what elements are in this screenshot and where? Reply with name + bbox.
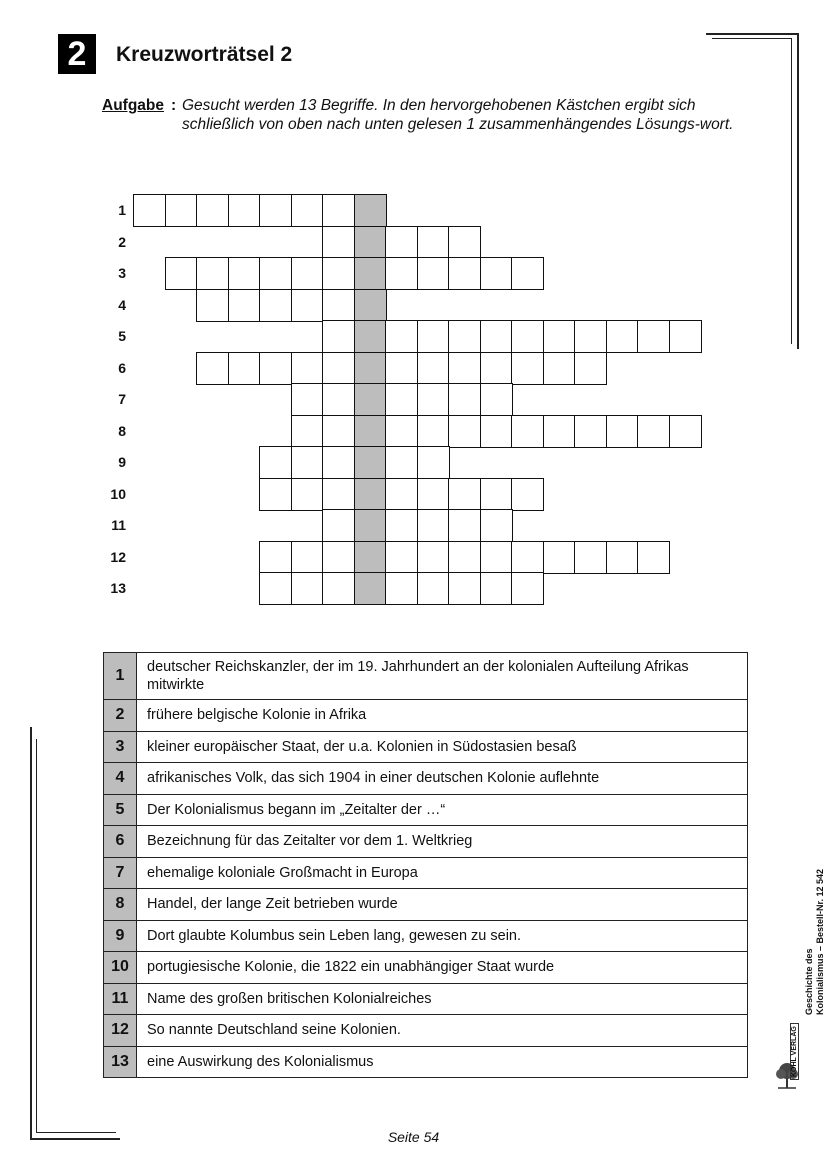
clue-number: 2 bbox=[104, 700, 137, 732]
crossword-cell[interactable] bbox=[417, 226, 450, 259]
task-colon: : bbox=[171, 97, 177, 114]
crossword-cell[interactable] bbox=[385, 320, 418, 353]
crossword-cell[interactable] bbox=[291, 415, 324, 448]
crossword-row-number: 11 bbox=[111, 517, 126, 533]
crossword-cell[interactable] bbox=[511, 352, 544, 385]
crossword-cell[interactable] bbox=[291, 257, 324, 290]
crossword-cell[interactable] bbox=[385, 257, 418, 290]
clue-number: 8 bbox=[104, 889, 137, 921]
crossword-cell[interactable] bbox=[291, 194, 324, 227]
clue-number: 13 bbox=[104, 1046, 137, 1078]
crossword-cell[interactable] bbox=[511, 478, 544, 511]
clues-table bbox=[103, 652, 748, 1078]
crossword-cell[interactable] bbox=[480, 383, 513, 416]
crossword-cell[interactable] bbox=[417, 446, 450, 479]
clue-text: Dort glaubte Kolumbus sein Leben lang, gewesen zu sein. bbox=[137, 920, 748, 952]
clue-text: eine Auswirkung des Kolonialismus bbox=[137, 1046, 748, 1078]
crossword-cell[interactable] bbox=[385, 478, 418, 511]
crossword-cell[interactable] bbox=[637, 320, 670, 353]
crossword-cell[interactable] bbox=[448, 509, 481, 542]
crossword-cell[interactable] bbox=[259, 572, 292, 605]
crossword-cell[interactable] bbox=[322, 383, 355, 416]
clue-text: ehemalige koloniale Großmacht in Europa bbox=[137, 857, 748, 889]
crossword-solution-cell[interactable] bbox=[354, 572, 387, 605]
crossword-cell[interactable] bbox=[322, 226, 355, 259]
crossword-cell[interactable] bbox=[259, 289, 292, 322]
clue-text: kleiner europäischer Staat, der u.a. Kolonien in Südostasien besaß bbox=[137, 731, 748, 763]
crossword-cell[interactable] bbox=[417, 320, 450, 353]
crossword-cell[interactable] bbox=[322, 415, 355, 448]
clue-row bbox=[104, 983, 748, 1015]
clue-number: 3 bbox=[104, 731, 137, 763]
crossword-cell[interactable] bbox=[165, 194, 198, 227]
crossword-cell[interactable] bbox=[259, 257, 292, 290]
crossword-row-number: 10 bbox=[110, 485, 126, 502]
crossword-solution-cell[interactable] bbox=[354, 383, 387, 416]
crossword-cell[interactable] bbox=[259, 194, 292, 227]
crossword-solution-cell[interactable] bbox=[354, 257, 387, 290]
crossword-cell[interactable] bbox=[291, 572, 324, 605]
crossword-cell[interactable] bbox=[480, 320, 513, 353]
crossword-cell[interactable] bbox=[574, 415, 607, 448]
crossword-cell[interactable] bbox=[417, 257, 450, 290]
crossword-cell[interactable] bbox=[511, 541, 544, 574]
clue-text: afrikanisches Volk, das sich 1904 in einer deutschen Kolonie auflehnte bbox=[137, 763, 748, 795]
crossword-cell[interactable] bbox=[417, 478, 450, 511]
crossword-cell[interactable] bbox=[385, 352, 418, 385]
crossword-row-number: 3 bbox=[118, 265, 126, 281]
crossword-cell[interactable] bbox=[511, 257, 544, 290]
crossword-cell[interactable] bbox=[322, 478, 355, 511]
crossword-cell[interactable] bbox=[385, 541, 418, 574]
page-number: Seite 54 bbox=[387, 1129, 440, 1145]
crossword-row-number: 5 bbox=[118, 328, 126, 344]
clue-text: deutscher Reichskanzler, der im 19. Jahrhundert an der kolonialen Aufteilung Afrikas mitwirkte bbox=[137, 653, 748, 700]
crossword-cell[interactable] bbox=[385, 572, 418, 605]
crossword-cell[interactable] bbox=[322, 541, 355, 574]
crossword-cell[interactable] bbox=[322, 509, 355, 542]
clue-row bbox=[104, 1046, 748, 1078]
clue-row bbox=[104, 763, 748, 795]
clue-number: 12 bbox=[104, 1015, 137, 1047]
crossword-row-number: 7 bbox=[118, 391, 126, 407]
crossword-cell[interactable] bbox=[480, 509, 513, 542]
crossword-row-number: 12 bbox=[110, 548, 126, 565]
crossword-cell[interactable] bbox=[669, 415, 702, 448]
crossword-cell[interactable] bbox=[480, 541, 513, 574]
crossword-solution-cell[interactable] bbox=[354, 352, 387, 385]
crossword-cell[interactable] bbox=[637, 415, 670, 448]
page-title: Kreuzworträtsel 2 bbox=[116, 43, 293, 66]
clue-number: 4 bbox=[104, 763, 137, 795]
crossword-cell[interactable] bbox=[543, 415, 576, 448]
crossword-cell[interactable] bbox=[259, 446, 292, 479]
publisher-logo bbox=[774, 1026, 800, 1092]
clue-number: 6 bbox=[104, 826, 137, 858]
crossword-row-number: 9 bbox=[118, 454, 126, 470]
crossword-cell[interactable] bbox=[417, 383, 450, 416]
crossword-cell[interactable] bbox=[448, 383, 481, 416]
clue-row bbox=[104, 794, 748, 826]
crossword-cell[interactable] bbox=[291, 478, 324, 511]
clue-text: Handel, der lange Zeit betrieben wurde bbox=[137, 889, 748, 921]
crossword-cell[interactable] bbox=[228, 257, 261, 290]
clue-row bbox=[104, 731, 748, 763]
crossword-cell[interactable] bbox=[606, 320, 639, 353]
crossword-cell[interactable] bbox=[165, 257, 198, 290]
crossword-cell[interactable] bbox=[448, 415, 481, 448]
crossword-cell[interactable] bbox=[574, 541, 607, 574]
crossword-cell[interactable] bbox=[228, 194, 261, 227]
crossword-cell[interactable] bbox=[448, 320, 481, 353]
crossword-cell[interactable] bbox=[291, 541, 324, 574]
crossword-cell[interactable] bbox=[448, 478, 481, 511]
crossword-cell[interactable] bbox=[448, 572, 481, 605]
crossword-cell[interactable] bbox=[417, 352, 450, 385]
clue-row bbox=[104, 952, 748, 984]
crossword-cell[interactable] bbox=[669, 320, 702, 353]
crossword-cell[interactable] bbox=[574, 352, 607, 385]
crossword-cell[interactable] bbox=[448, 226, 481, 259]
crossword-row-number: 1 bbox=[118, 202, 126, 218]
crossword-cell[interactable] bbox=[133, 194, 166, 227]
crossword-cell[interactable] bbox=[322, 446, 355, 479]
clue-text: Name des großen britischen Kolonialreiches bbox=[137, 983, 748, 1015]
crossword-cell[interactable] bbox=[637, 541, 670, 574]
clue-text: Bezeichnung für das Zeitalter vor dem 1. Weltkrieg bbox=[137, 826, 748, 858]
clue-row bbox=[104, 920, 748, 952]
clue-text: portugiesische Kolonie, die 1822 ein unabhängiger Staat wurde bbox=[137, 952, 748, 984]
clue-number: 1 bbox=[104, 653, 137, 700]
crossword-solution-cell[interactable] bbox=[354, 509, 387, 542]
crossword-cell[interactable] bbox=[322, 320, 355, 353]
crossword-cell[interactable] bbox=[228, 352, 261, 385]
crossword-cell[interactable] bbox=[385, 415, 418, 448]
crossword-solution-cell[interactable] bbox=[354, 541, 387, 574]
crossword-cell[interactable] bbox=[228, 289, 261, 322]
crossword-cell[interactable] bbox=[448, 541, 481, 574]
crossword-solution-cell[interactable] bbox=[354, 226, 387, 259]
crossword-cell[interactable] bbox=[291, 289, 324, 322]
crossword-cell[interactable] bbox=[385, 383, 418, 416]
crossword-row-number: 13 bbox=[110, 580, 126, 596]
crossword-row-number: 4 bbox=[118, 296, 126, 313]
clue-row bbox=[104, 889, 748, 921]
crossword-cell[interactable] bbox=[385, 446, 418, 479]
crossword-cell[interactable] bbox=[322, 572, 355, 605]
crossword-cell[interactable] bbox=[322, 289, 355, 322]
crossword-row-number: 6 bbox=[118, 359, 126, 376]
crossword-cell[interactable] bbox=[448, 352, 481, 385]
chapter-number-badge: 2 bbox=[58, 34, 96, 74]
crossword-cell[interactable] bbox=[259, 352, 292, 385]
crossword-row-number: 8 bbox=[118, 422, 126, 439]
crossword-cell[interactable] bbox=[511, 320, 544, 353]
crossword-cell[interactable] bbox=[291, 352, 324, 385]
crossword-row-number: 2 bbox=[118, 233, 126, 250]
clue-number: 9 bbox=[104, 920, 137, 952]
side-reference-line-2: Kolonialismus – Bestell-Nr. 12 542 bbox=[815, 868, 825, 1015]
crossword-cell[interactable] bbox=[480, 572, 513, 605]
crossword-cell[interactable] bbox=[480, 478, 513, 511]
side-reference-text bbox=[804, 869, 826, 1015]
clue-row bbox=[104, 826, 748, 858]
clue-number: 7 bbox=[104, 857, 137, 889]
crossword-cell[interactable] bbox=[322, 352, 355, 385]
crossword-cell[interactable] bbox=[322, 257, 355, 290]
clue-row bbox=[104, 857, 748, 889]
crossword-cell[interactable] bbox=[606, 541, 639, 574]
crossword-cell[interactable] bbox=[543, 541, 576, 574]
side-publisher-reference bbox=[772, 840, 825, 1100]
crossword-cell[interactable] bbox=[196, 257, 229, 290]
crossword-cell[interactable] bbox=[196, 194, 229, 227]
crossword-cell[interactable] bbox=[196, 289, 229, 322]
clue-number: 11 bbox=[104, 983, 137, 1015]
crossword-cell[interactable] bbox=[574, 320, 607, 353]
clue-number: 10 bbox=[104, 952, 137, 984]
clue-text: Der Kolonialismus begann im „Zeitalter der …“ bbox=[137, 794, 748, 826]
publisher-logo-text: KOHL VERLAG bbox=[790, 1023, 799, 1080]
crossword-solution-cell[interactable] bbox=[354, 478, 387, 511]
task-text: Gesucht werden 13 Begriffe. In den hervorgehobenen Kästchen ergibt sich schließlich von oben nach unten gelesen 1 zusammenhängendes Lösungs-wort. bbox=[182, 97, 734, 133]
crossword-solution-cell[interactable] bbox=[354, 289, 387, 322]
crossword-cell[interactable] bbox=[417, 509, 450, 542]
crossword-solution-cell[interactable] bbox=[354, 415, 387, 448]
crossword-cell[interactable] bbox=[543, 352, 576, 385]
crossword-cell[interactable] bbox=[196, 352, 229, 385]
clue-row bbox=[104, 700, 748, 732]
crossword-solution-cell[interactable] bbox=[354, 446, 387, 479]
clue-row bbox=[104, 653, 748, 700]
crossword-cell[interactable] bbox=[322, 194, 355, 227]
crossword-cell[interactable] bbox=[385, 226, 418, 259]
crossword-cell[interactable] bbox=[606, 415, 639, 448]
crossword-solution-cell[interactable] bbox=[354, 320, 387, 353]
task-label: Aufgabe bbox=[102, 97, 164, 114]
crossword-cell[interactable] bbox=[417, 541, 450, 574]
crossword-cell[interactable] bbox=[291, 383, 324, 416]
crossword-cell[interactable] bbox=[259, 478, 292, 511]
crossword-solution-cell[interactable] bbox=[354, 194, 387, 227]
crossword-cell[interactable] bbox=[511, 572, 544, 605]
crossword-cell[interactable] bbox=[385, 509, 418, 542]
clue-text: frühere belgische Kolonie in Afrika bbox=[137, 700, 748, 732]
crossword-cell[interactable] bbox=[291, 446, 324, 479]
crossword-cell[interactable] bbox=[259, 541, 292, 574]
clue-text: So nannte Deutschland seine Kolonien. bbox=[137, 1015, 748, 1047]
side-reference-line-1: Geschichte des bbox=[804, 948, 814, 1015]
crossword-cell[interactable] bbox=[480, 257, 513, 290]
crossword-cell[interactable] bbox=[480, 352, 513, 385]
crossword-cell[interactable] bbox=[480, 415, 513, 448]
crossword-cell[interactable] bbox=[543, 320, 576, 353]
crossword-cell[interactable] bbox=[511, 415, 544, 448]
crossword-cell[interactable] bbox=[448, 257, 481, 290]
clue-number: 5 bbox=[104, 794, 137, 826]
clue-row bbox=[104, 1015, 748, 1047]
crossword-cell[interactable] bbox=[417, 415, 450, 448]
crossword-cell[interactable] bbox=[417, 572, 450, 605]
